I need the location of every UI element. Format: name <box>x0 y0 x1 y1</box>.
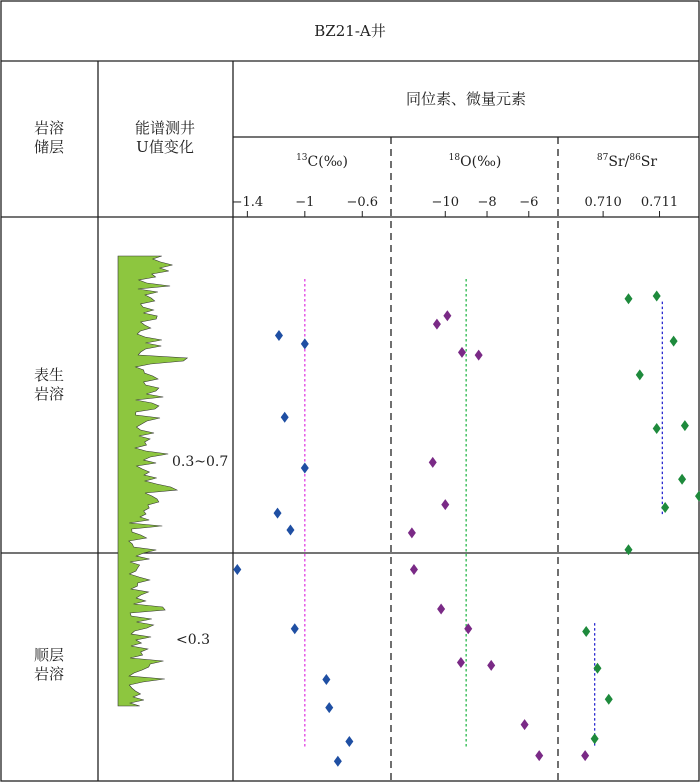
carbon-point <box>274 508 282 519</box>
oxygen-point <box>521 719 529 730</box>
col1-header-line1: 岩溶 <box>33 119 65 137</box>
carbon-point <box>233 564 241 575</box>
oxygen-tick-label: −8 <box>477 195 497 210</box>
carbon-point <box>281 412 289 423</box>
strontium-point <box>653 290 661 301</box>
oxygen-point <box>581 750 589 761</box>
col1-header-line2: 储层 <box>33 138 65 156</box>
oxygen-point <box>443 310 451 321</box>
col2-header-line2: U值变化 <box>136 138 194 156</box>
col2-header-line1: 能谱测井 <box>134 119 196 137</box>
carbon-point <box>291 623 299 634</box>
strontium-point <box>605 694 613 705</box>
zone2-u-label: <0.3 <box>176 632 210 648</box>
carbon-point <box>301 462 309 473</box>
strontium-point <box>681 420 689 431</box>
carbon-tick-label: −0.6 <box>346 195 379 210</box>
strontium-title-end: Sr <box>640 154 658 170</box>
carbon-point <box>286 525 294 536</box>
oxygen-tick-label: −6 <box>519 195 539 210</box>
oxygen-tick-label: −10 <box>431 195 459 210</box>
strontium-point <box>591 733 599 744</box>
oxygen-point <box>487 660 495 671</box>
oxygen-point <box>464 623 472 634</box>
oxygen-point <box>410 564 418 575</box>
oxygen-title-sup: 18 <box>448 153 461 163</box>
plot-area <box>233 279 700 767</box>
carbon-point <box>322 674 330 685</box>
strontium-point <box>625 293 633 304</box>
oxygen-point <box>437 603 445 614</box>
carbon-title-main: C(‰) <box>307 154 348 170</box>
carbon-point <box>301 338 309 349</box>
strontium-point <box>582 626 590 637</box>
zone1-label-line1: 表生 <box>33 366 65 384</box>
oxygen-title <box>449 153 502 170</box>
carbon-point <box>325 702 333 713</box>
strontium-title-sup2: 86 <box>629 153 641 163</box>
carbon-tick-label: −1 <box>295 195 315 210</box>
panel-dividers <box>391 137 558 781</box>
oxygen-point <box>441 499 449 510</box>
oxygen-point <box>475 350 483 361</box>
strontium-tick-label: 0.710 <box>584 195 622 210</box>
oxygen-point <box>457 657 465 668</box>
strontium-point <box>653 423 661 434</box>
strontium-tick-label: 0.711 <box>640 195 679 210</box>
oxygen-point <box>429 457 437 468</box>
oxygen-point <box>458 347 466 358</box>
oxygen-point <box>408 527 416 538</box>
strontium-point <box>678 474 686 485</box>
carbon-point <box>334 756 342 767</box>
oxygen-point <box>535 750 543 761</box>
carbon-point <box>345 736 353 747</box>
strontium-point <box>670 336 678 347</box>
carbon-title-sup: 13 <box>296 153 308 163</box>
strontium-title <box>597 153 657 170</box>
carbon-tick-label: −1.4 <box>231 195 264 210</box>
carbon-point <box>275 330 283 341</box>
chart-title: BZ21-A井 <box>314 22 386 40</box>
strontium-title-sup1: 87 <box>596 153 609 163</box>
axis-ticks <box>232 195 679 217</box>
carbon-title <box>296 153 348 170</box>
zone2-label-line2: 岩溶 <box>33 665 65 683</box>
strontium-title-mid: Sr/ <box>608 154 630 170</box>
strontium-point <box>636 369 644 380</box>
oxygen-title-main: O(‰) <box>460 154 502 170</box>
oxygen-point <box>433 319 441 330</box>
zone2-label-line1: 顺层 <box>33 646 65 664</box>
strontium-point <box>695 491 700 502</box>
zone1-u-label: 0.3~0.7 <box>172 454 229 470</box>
group-header: 同位素、微量元素 <box>405 90 527 108</box>
zone1-label-line2: 岩溶 <box>33 385 65 403</box>
